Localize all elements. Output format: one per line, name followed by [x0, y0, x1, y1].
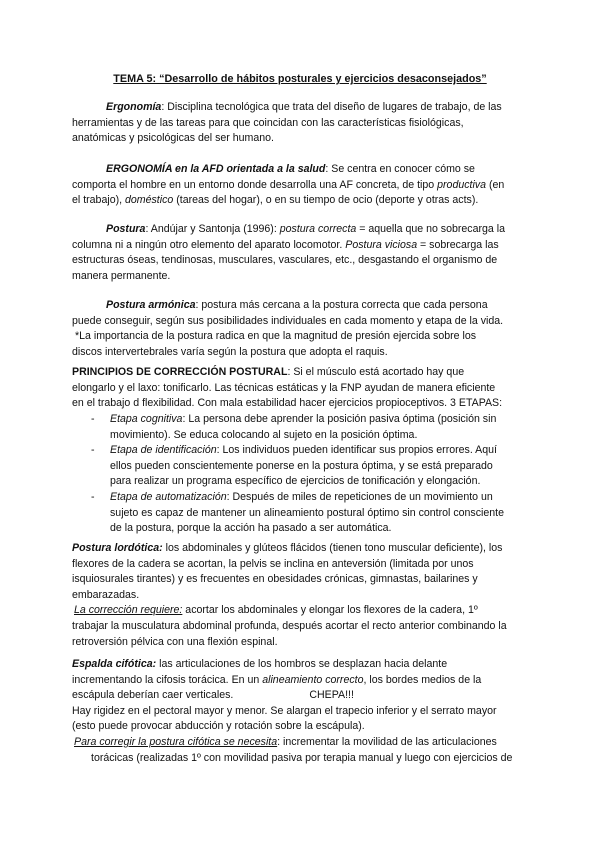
cifotica-paragraph: Espalda cifótica: las articulaciones de los hombros se desplazan hacia delante incrementando la cifosis torácica. En un alineamiento correcto, los bordes medios de la escápula deberían caer verticales. CHEPA!!! Hay rigidez en el pectoral mayor y menor. Se alargan el trapecio inferior y el serrato mayor (esto puede provocar abducción y rotación sobre la escápula). Para corregir la postura cifótica se necesita: incrementar la movilidad de las articulaciones torácicas (realizadas 1º con movilidad pasiva por terapia manual y luego con ejercicios de [72, 658, 513, 764]
armonica-term: Postura armónica [106, 299, 196, 311]
postura-term: Postura [106, 223, 146, 235]
afd-term: ERGONOMÍA en la AFD orientada a la salud [106, 163, 326, 175]
postura-paragraph: Postura: Andújar y Santonja (1996): postura correcta = aquella que no sobrecarga la columna ni a ningún otro elemento del aparato locomotor. Postura viciosa = sobrecarga las estructuras óseas, tendinosas, musculares, vasculares, etc., desgastando el organismo de manera permanente. [72, 223, 505, 282]
lordotica-paragraph: Postura lordótica: los abdominales y glúteos flácidos (tienen tono muscular deficiente), los flexores de la cadera se acortan, la pelvis se inclina en anteversión (limitada por unos isquiosurales tirantes) y es frecuentes en obesidades crónicas, gimnastas, bailarines y embarazadas. La corrección requiere: acortar los abdominales y elongar los flexores de la cadera, 1º trabajar la musculatura abdominal profunda, después acortar el recto anterior combinando la retroversión pélvica con una flexión espinal. [72, 542, 507, 648]
list-item: - Etapa de automatización: Después de miles de repeticiones de un movimiento un sujeto es capaz de mantener un alineamiento postural óptimo sin control consciente de la postura, porque la acción ha pasado a ser automática. [91, 490, 504, 535]
page-title: TEMA 5: “Desarrollo de hábitos posturales y ejercicios desaconsejados” [113, 73, 487, 85]
list-item: - Etapa cognitiva: La persona debe aprender la posición pasiva óptima (posición sin movimiento). Se educa colocando al sujeto en la posición óptima. [91, 413, 497, 441]
list-item: - Etapa de identificación: Los individuos pueden identificar sus propios errores. Aquí ellos pueden conscientemente ponerse en la postura óptima, y se está preparado para realizar un programa específico de ejercicios de tonificación y elongación. [91, 444, 497, 488]
armonica-paragraph: Postura armónica: postura más cercana a la postura correcta que cada persona puede conseguir, según sus posibilidades individuales en cada momento y etapa de la vida. *La importancia de la postura radica en que la magnitud de presión ejercida sobre los discos intervertebrales varía según la postura que adopta el raquis. [72, 299, 504, 358]
chepa-note: CHEPA!!! [309, 689, 354, 702]
lordotica-correction-label: La corrección requiere: [74, 604, 183, 617]
cifotica-term: Espalda cifótica: [72, 658, 157, 670]
lordotica-term: Postura lordótica: [72, 542, 163, 554]
ergonomia-term: Ergonomía [106, 101, 162, 113]
etapas-list [72, 412, 532, 537]
cifotica-correction-label: Para corregir la postura cifótica se necesita [74, 735, 278, 748]
principios-term: PRINCIPIOS DE CORRECCIÓN POSTURAL [72, 366, 288, 378]
afd-paragraph: ERGONOMÍA en la AFD orientada a la salud: Se centra en conocer cómo se comporta el hombre en un entorno donde desarrolla una AF concreta, de tipo productiva (en el trabajo), doméstico (tareas del hogar), o en su tiempo de ocio (deporte y otras acts). [72, 163, 505, 207]
ergonomia-paragraph: Ergonomía: Disciplina tecnológica que trata del diseño de lugares de trabajo, de las herramientas y de las tareas para que coincidan con las características fisiológicas, anatómicas y psicológicas del ser humano. [72, 101, 502, 145]
principios-paragraph: PRINCIPIOS DE CORRECCIÓN POSTURAL: Si el músculo está acortado hay que elongarlo y el laxo: tonificarlo. Las técnicas estáticas y la FNP ayudan de manera eficiente en el trabajo d flexibilidad. Con mala estabilidad hacer ejercicios propioceptivos. 3 ETAPAS: [72, 366, 503, 410]
